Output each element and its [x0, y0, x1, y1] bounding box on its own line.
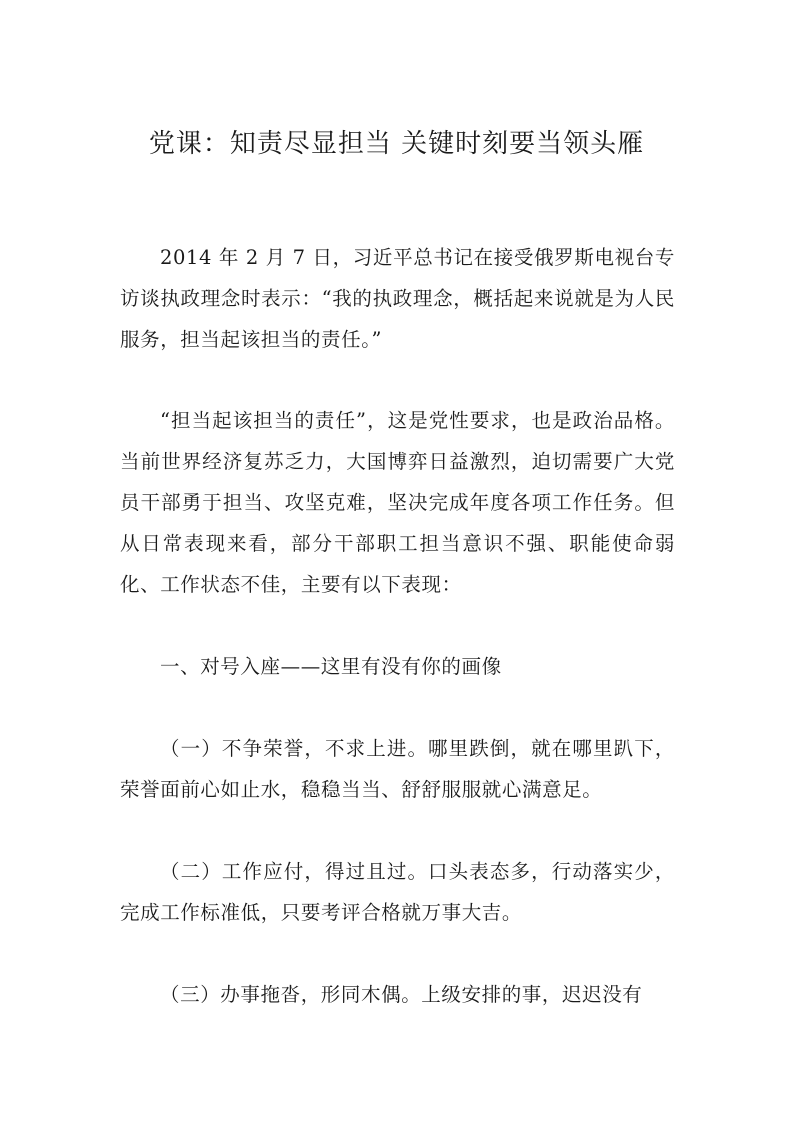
section-heading-1: 一、对号入座——这里有没有你的画像 — [160, 655, 502, 678]
paragraph-intro: 2014 年 2 月 7 日，习近平总书记在接受俄罗斯电视台专访谈执政理念时表示：“我的执政理念，概括起来说就是为人民服务，担当起该担当的责任。” — [120, 246, 675, 351]
paragraph-item-1: （一）不争荣誉，不求上进。哪里跌倒，就在哪里趴下，荣誉面前心如止水，稳稳当当、舒舒服服就心满意足。 — [120, 737, 675, 801]
document-title: 党课：知责尽显担当 关键时刻要当领头雁 — [148, 129, 645, 159]
paragraph-item-3: （三）办事拖沓，形同木偶。上级安排的事，迟迟没有 — [160, 983, 643, 1006]
paragraph-responsibility: “担当起该担当的责任”，这是党性要求，也是政治品格。当前世界经济复苏乏力，大国博弈日益激烈，迫切需要广大党员干部勇于担当、攻坚克难，坚决完成年度各项工作任务。但从日常表现来看，部分干部职工担当意识不强、职能使命弱化、工作状态不佳，主要有以下表现： — [120, 409, 675, 596]
paragraph-item-2: （二）工作应付，得过且过。口头表态多，行动落实少，完成工作标准低，只要考评合格就万事大吉。 — [120, 860, 675, 924]
